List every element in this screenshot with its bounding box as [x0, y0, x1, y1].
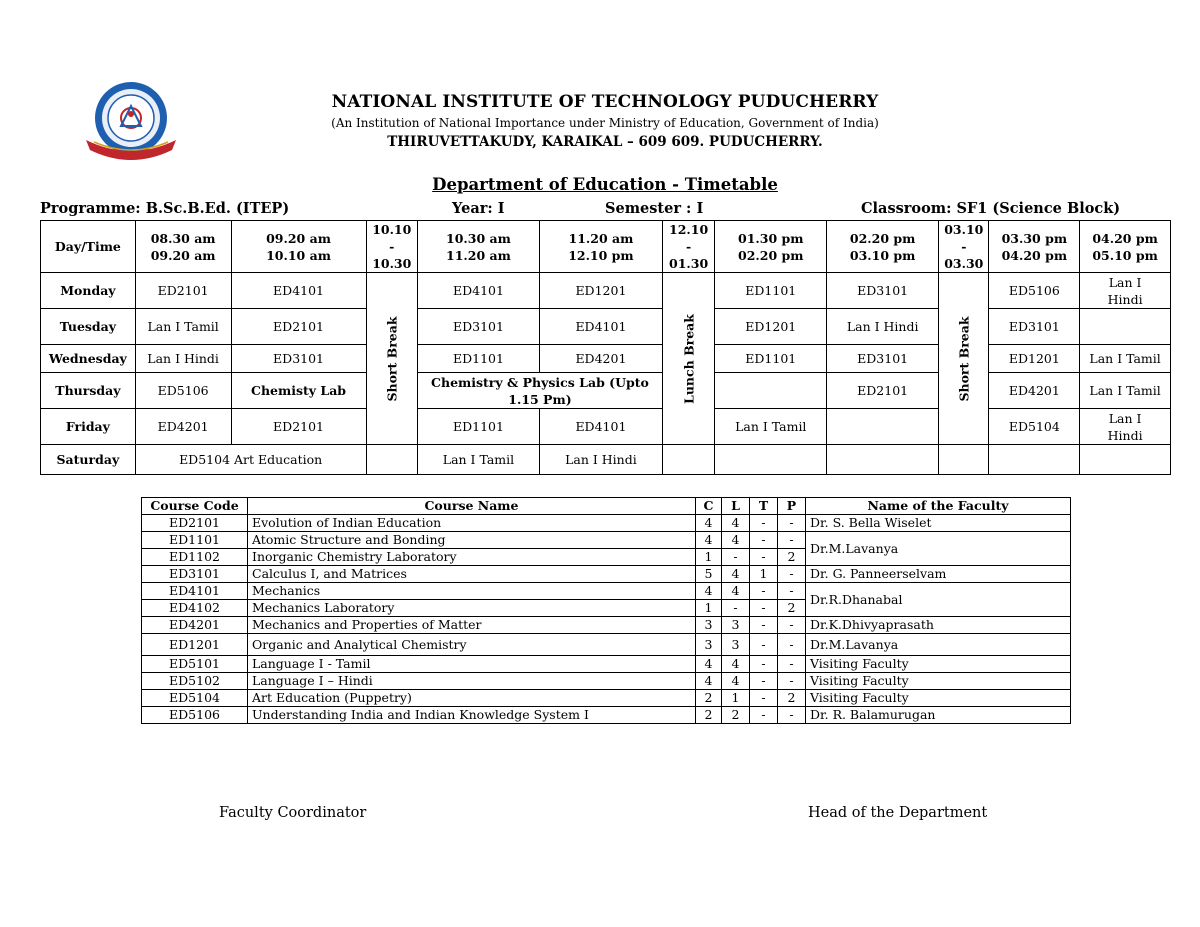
credit-c: 5 [696, 566, 722, 583]
cell: ED3101 [827, 273, 939, 309]
cell: Lan I Hindi [1080, 273, 1171, 309]
table-row [142, 583, 1071, 600]
day-label: Saturday [41, 445, 136, 475]
credit-l: 4 [722, 532, 750, 549]
credit-c: 1 [696, 549, 722, 566]
course-name: Art Education (Puppetry) [248, 690, 696, 707]
faculty-name: Visiting Faculty [806, 673, 1071, 690]
table-row [142, 566, 1071, 583]
faculty-name: Dr.M.Lavanya [806, 532, 1071, 566]
short-break-2: Short Break [939, 273, 989, 445]
credit-t: - [750, 656, 778, 673]
credit-c: 3 [696, 617, 722, 634]
cell: Lan I Hindi [1080, 409, 1171, 445]
header-p: P [778, 498, 806, 515]
table-row-tuesday [41, 309, 1171, 345]
cell: Lan I Tamil [417, 445, 539, 475]
course-header-row [142, 498, 1071, 515]
course-code: ED1201 [142, 634, 248, 656]
year-label: Year: I [452, 200, 505, 217]
table-row [142, 707, 1071, 724]
header-faculty: Name of the Faculty [806, 498, 1071, 515]
course-name: Language I – Hindi [248, 673, 696, 690]
day-label: Monday [41, 273, 136, 309]
cell [827, 445, 939, 475]
faculty-name: Dr. R. Balamurugan [806, 707, 1071, 724]
credit-l: 1 [722, 690, 750, 707]
cell: ED4101 [539, 309, 662, 345]
course-code: ED5104 [142, 690, 248, 707]
cell: ED4101 [417, 273, 539, 309]
cell: ED3101 [827, 345, 939, 373]
table-row [142, 532, 1071, 549]
cell: ED4201 [989, 373, 1080, 409]
credit-p: 2 [778, 600, 806, 617]
credit-t: - [750, 583, 778, 600]
cell: ED4201 [539, 345, 662, 373]
cell: ED3101 [231, 345, 366, 373]
cell: Chemisty Lab [231, 373, 366, 409]
short-break-1: Short Break [366, 273, 417, 445]
cell: ED2101 [231, 309, 366, 345]
table-row [142, 673, 1071, 690]
faculty-name: Visiting Faculty [806, 690, 1071, 707]
header-slot-4: 11.20 am 12.10 pm [539, 221, 662, 273]
credit-l: 4 [722, 583, 750, 600]
cell: ED1101 [417, 409, 539, 445]
credit-t: - [750, 600, 778, 617]
credit-p: - [778, 707, 806, 724]
credit-c: 4 [696, 673, 722, 690]
day-label: Wednesday [41, 345, 136, 373]
faculty-name: Dr. G. Panneerselvam [806, 566, 1071, 583]
course-name: Evolution of Indian Education [248, 515, 696, 532]
header-c: C [696, 498, 722, 515]
cell: ED4101 [539, 409, 662, 445]
credit-l: 4 [722, 656, 750, 673]
credit-t: - [750, 690, 778, 707]
cell: Lan I Tamil [135, 309, 231, 345]
cell [827, 409, 939, 445]
credit-t: 1 [750, 566, 778, 583]
faculty-name: Dr.R.Dhanabal [806, 583, 1071, 617]
cell [715, 445, 827, 475]
faculty-name: Dr. S. Bella Wiselet [806, 515, 1071, 532]
faculty-name: Dr.K.Dhivyaprasath [806, 617, 1071, 634]
course-code: ED5106 [142, 707, 248, 724]
header-slot-3: 10.30 am 11.20 am [417, 221, 539, 273]
cell: ED4101 [231, 273, 366, 309]
cell [989, 445, 1080, 475]
course-name: Calculus I, and Matrices [248, 566, 696, 583]
credit-t: - [750, 617, 778, 634]
credit-c: 2 [696, 690, 722, 707]
cell: Lan I Tamil [1080, 345, 1171, 373]
document-title: Department of Education - Timetable [432, 175, 778, 194]
faculty-name: Visiting Faculty [806, 656, 1071, 673]
course-table [141, 497, 1071, 724]
credit-t: - [750, 515, 778, 532]
credit-t: - [750, 673, 778, 690]
credit-c: 4 [696, 583, 722, 600]
table-row [142, 690, 1071, 707]
header-break-1: 10.10 - 10.30 [366, 221, 417, 273]
header-slot-7: 03.30 pm 04.20 pm [989, 221, 1080, 273]
cell: ED5106 [989, 273, 1080, 309]
credit-c: 4 [696, 515, 722, 532]
cell: ED5106 [135, 373, 231, 409]
header-course-name: Course Name [248, 498, 696, 515]
table-row-friday [41, 409, 1171, 445]
cell: Lan I Tamil [1080, 373, 1171, 409]
cell: ED3101 [989, 309, 1080, 345]
course-code: ED2101 [142, 515, 248, 532]
credit-c: 4 [696, 532, 722, 549]
lunch-break: Lunch Break [662, 273, 714, 445]
cell: ED5104 [989, 409, 1080, 445]
table-row-thursday [41, 373, 1171, 409]
course-name: Inorganic Chemistry Laboratory [248, 549, 696, 566]
cell: ED1201 [715, 309, 827, 345]
credit-l: 2 [722, 707, 750, 724]
header-slot-8: 04.20 pm 05.10 pm [1080, 221, 1171, 273]
credit-p: - [778, 617, 806, 634]
credit-p: 2 [778, 549, 806, 566]
cell: ED1201 [989, 345, 1080, 373]
table-row-monday [41, 273, 1171, 309]
cell: Lan I Hindi [539, 445, 662, 475]
cell: ED3101 [417, 309, 539, 345]
cell: Lan I Tamil [715, 409, 827, 445]
cell: ED1101 [715, 345, 827, 373]
cell: ED2101 [231, 409, 366, 445]
course-code: ED5101 [142, 656, 248, 673]
credit-p: - [778, 673, 806, 690]
course-code: ED5102 [142, 673, 248, 690]
course-name: Mechanics Laboratory [248, 600, 696, 617]
credit-p: - [778, 532, 806, 549]
credit-p: - [778, 656, 806, 673]
table-row-saturday [41, 445, 1171, 475]
programme-label: Programme: B.Sc.B.Ed. (ITEP) [40, 200, 290, 217]
cell: ED2101 [135, 273, 231, 309]
credit-p: - [778, 634, 806, 656]
faculty-coordinator-signature: Faculty Coordinator [219, 805, 367, 821]
credit-t: - [750, 707, 778, 724]
credit-c: 2 [696, 707, 722, 724]
table-row [142, 656, 1071, 673]
table-row [142, 634, 1071, 656]
cell [939, 445, 989, 475]
header-course-code: Course Code [142, 498, 248, 515]
cell: ED1101 [417, 345, 539, 373]
course-name: Language I - Tamil [248, 656, 696, 673]
cell [662, 445, 714, 475]
table-row [142, 617, 1071, 634]
header-slot-2: 09.20 am 10.10 am [231, 221, 366, 273]
credit-p: 2 [778, 690, 806, 707]
cell [366, 445, 417, 475]
header-break-2: 12.10 - 01.30 [662, 221, 714, 273]
table-row-wednesday [41, 345, 1171, 373]
institute-subtitle: (An Institution of National Importance under Ministry of Education, Government of India) [331, 116, 879, 130]
course-code: ED1101 [142, 532, 248, 549]
classroom-label: Classroom: SF1 (Science Block) [861, 200, 1121, 217]
cell [1080, 445, 1171, 475]
course-code: ED4201 [142, 617, 248, 634]
credit-l: 4 [722, 515, 750, 532]
course-name: Mechanics and Properties of Matter [248, 617, 696, 634]
credit-p: - [778, 515, 806, 532]
cell: Lan I Hindi [135, 345, 231, 373]
credit-c: 1 [696, 600, 722, 617]
table-row [142, 515, 1071, 532]
credit-t: - [750, 634, 778, 656]
course-code: ED4102 [142, 600, 248, 617]
cell: ED5104 Art Education [135, 445, 366, 475]
header-t: T [750, 498, 778, 515]
credit-l: 4 [722, 566, 750, 583]
credit-t: - [750, 532, 778, 549]
course-code: ED4101 [142, 583, 248, 600]
semester-label: Semester : I [605, 200, 704, 217]
header-daytime: Day/Time [41, 221, 136, 273]
timetable [40, 220, 1171, 475]
day-label: Tuesday [41, 309, 136, 345]
cell: Chemistry & Physics Lab (Upto 1.15 Pm) [417, 373, 662, 409]
course-code: ED3101 [142, 566, 248, 583]
cell [1080, 309, 1171, 345]
course-name: Atomic Structure and Bonding [248, 532, 696, 549]
institute-name: NATIONAL INSTITUTE OF TECHNOLOGY PUDUCHERRY [331, 92, 879, 112]
cell: Lan I Hindi [827, 309, 939, 345]
header-slot-5: 01.30 pm 02.20 pm [715, 221, 827, 273]
header-slot-1: 08.30 am 09.20 am [135, 221, 231, 273]
header-slot-6: 02.20 pm 03.10 pm [827, 221, 939, 273]
day-label: Friday [41, 409, 136, 445]
credit-p: - [778, 566, 806, 583]
institute-address: THIRUVETTAKUDY, KARAIKAL – 609 609. PUDUCHERRY. [387, 134, 823, 150]
credit-c: 3 [696, 634, 722, 656]
credit-p: - [778, 583, 806, 600]
credit-l: 3 [722, 617, 750, 634]
hod-signature: Head of the Department [808, 805, 988, 821]
header-break-3: 03.10 - 03.30 [939, 221, 989, 273]
faculty-name: Dr.M.Lavanya [806, 634, 1071, 656]
institute-logo [80, 80, 182, 164]
course-name: Mechanics [248, 583, 696, 600]
cell: ED1101 [715, 273, 827, 309]
header-l: L [722, 498, 750, 515]
credit-l: - [722, 600, 750, 617]
course-code: ED1102 [142, 549, 248, 566]
credit-t: - [750, 549, 778, 566]
credit-l: 4 [722, 673, 750, 690]
course-name: Understanding India and Indian Knowledge System I [248, 707, 696, 724]
cell: ED4201 [135, 409, 231, 445]
timetable-header-row [41, 221, 1171, 273]
course-name: Organic and Analytical Chemistry [248, 634, 696, 656]
cell: ED2101 [827, 373, 939, 409]
credit-l: - [722, 549, 750, 566]
day-label: Thursday [41, 373, 136, 409]
credit-c: 4 [696, 656, 722, 673]
cell [715, 373, 827, 409]
credit-l: 3 [722, 634, 750, 656]
cell: ED1201 [539, 273, 662, 309]
